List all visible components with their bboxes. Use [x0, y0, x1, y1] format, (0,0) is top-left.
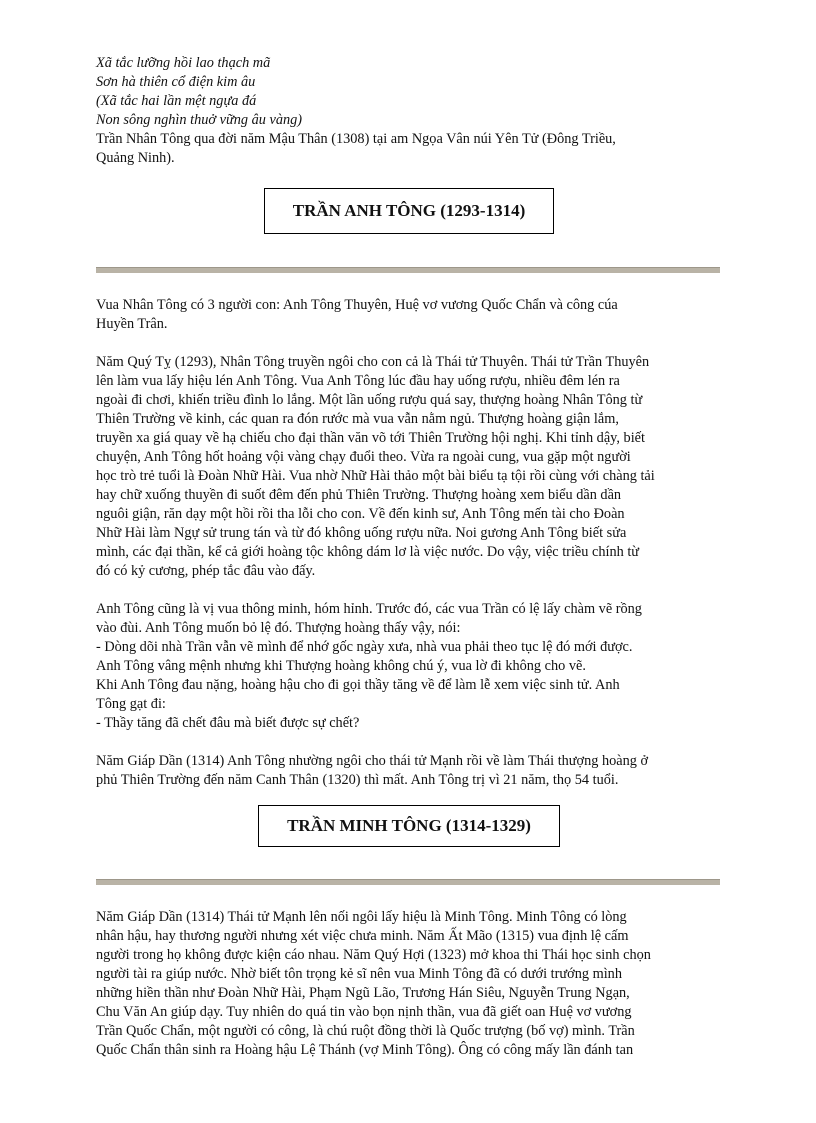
- text-line: Non sông nghìn thuở vững âu vàng): [96, 112, 303, 128]
- intro-paragraph: [96, 130, 720, 187]
- paragraph: [96, 353, 720, 581]
- text-line: ngoài đi chơi, khiến triều đình lo lắng. Một lần uống rượu quá say, thượng hoàng Nhân Tông từ: [96, 392, 643, 408]
- text-line: (Xã tắc hai lần mệt ngựa đá: [96, 93, 257, 109]
- text-line: phủ Thiên Trường đến năm Canh Thân (1320) thì mất. Anh Tông trị vì 21 năm, thọ 54 tuổi.: [96, 772, 619, 788]
- section2-body: [96, 908, 720, 1079]
- section-title-tran-anh-tong: TRẦN ANH TÔNG (1293-1314): [264, 188, 554, 234]
- text-line: Năm Giáp Dần (1314) Thái tử Mạnh lên nối ngôi lấy hiệu là Minh Tông. Minh Tông có lòng: [96, 909, 627, 925]
- text-line: Trần Nhân Tông qua đời năm Mậu Thân (1308) tại am Ngọa Vân núi Yên Tử (Đông Triều,: [96, 131, 616, 147]
- text-line: Sơn hà thiên cổ điện kim âu: [96, 74, 256, 90]
- text-line: Tông gạt đi:: [96, 696, 166, 712]
- text-line: Trần Quốc Chẩn, một người có công, là chú ruột đồng thời là Quốc trượng (bố vợ) mình. Trần: [96, 1023, 635, 1039]
- text-line: chuyện, Anh Tông hốt hoảng vội vàng chạy đuổi theo. Vừa ra ngoài cung, vua gặp một người: [96, 449, 631, 465]
- text-line: những hiền thần như Đoàn Nhữ Hài, Phạm Ngũ Lão, Trương Hán Siêu, Nguyễn Trung Ngạn,: [96, 985, 630, 1001]
- section1-body: [96, 296, 720, 809]
- text-line: lên làm vua lấy hiệu lén Anh Tông. Vua Anh Tông lúc đầu hay uống rượu, nhiều đêm lén ra: [96, 373, 620, 389]
- text-line: người tài ra giúp nước. Nhờ biết tôn trọng kẻ sĩ nên vua Minh Tông đã có dưới trướng mình: [96, 966, 622, 982]
- text-line: truyền xa giá quay về hạ chiếu cho đại thần văn võ tới Thiên Trường hội nghị. Khi tỉnh dậy, biết: [96, 430, 645, 446]
- paragraph: [96, 600, 720, 733]
- paragraph: [96, 908, 720, 1060]
- horizontal-rule: [96, 267, 720, 273]
- text-line: nhân hậu, hay thương người nhưng xét việc chưa minh. Năm Ất Mão (1315) vua định lệ cấm: [96, 928, 629, 944]
- text-line: hay chữ xuống thuyền đi suốt đêm đến phủ Thiên Trường. Thượng hoàng xem biểu dần dần: [96, 487, 622, 503]
- text-line: mình, các đại thần, kể cả giới hoàng tộc không dám lơ là việc nước. Do vậy, việc triều chính từ: [96, 544, 640, 560]
- text-line: vào đùi. Anh Tông muốn bỏ lệ đó. Thượng hoàng thấy vậy, nói:: [96, 620, 461, 636]
- text-line: Quảng Ninh).: [96, 150, 175, 166]
- text-line: Anh Tông vâng mệnh nhưng khi Thượng hoàng không chú ý, vua lờ đi không cho vẽ.: [96, 658, 586, 674]
- text-line: - Thầy tăng đã chết đâu mà biết được sự chết?: [96, 715, 360, 731]
- text-line: nguôi giận, răn dạy một hồi rồi tha lỗi cho con. Về đến kinh sư, Anh Tông mến tài cho Đoàn: [96, 506, 625, 522]
- text-line: Anh Tông cũng là vị vua thông minh, hóm hỉnh. Trước đó, các vua Trần có lệ lấy chàm vẽ rồng: [96, 601, 642, 617]
- paragraph: [96, 296, 720, 334]
- text-line: người trong họ không được kiện cáo nhau. Năm Quý Hợi (1323) mở khoa thi Thái học sinh chọn: [96, 947, 651, 963]
- text-line: Năm Quý Tỵ (1293), Nhân Tông truyền ngôi cho con cả là Thái tử Thuyên. Thái tử Trần Thuyên: [96, 354, 650, 370]
- horizontal-rule: [96, 879, 720, 885]
- text-line: Xã tắc lưỡng hồi lao thạch mã: [96, 55, 271, 71]
- text-line: Vua Nhân Tông có 3 người con: Anh Tông Thuyên, Huệ vơ vương Quốc Chẩn và công cúa: [96, 297, 618, 313]
- section-title-tran-minh-tong: TRẦN MINH TÔNG (1314-1329): [258, 805, 560, 847]
- text-line: Thiên Trường về kinh, các quan ra đón rước mà vua vẫn nằm ngủ. Thượng hoàng giận lắm,: [96, 411, 619, 427]
- text-line: Quốc Chẩn thân sinh ra Hoàng hậu Lệ Thánh (vợ Minh Tông). Ông có công mấy lần đánh tan: [96, 1042, 634, 1058]
- text-line: Khi Anh Tông đau nặng, hoàng hậu cho đi gọi thầy tăng về để làm lễ xem việc sinh tử. Anh: [96, 677, 620, 693]
- text-line: Nhữ Hài làm Ngự sử trung tán và từ đó không uống rượu nữa. Noi gương Anh Tông biết sửa: [96, 525, 627, 541]
- text-line: Huyền Trân.: [96, 316, 168, 332]
- text-line: Chu Văn An giúp dạy. Tuy nhiên do quá tin vào bọn nịnh thần, vua đã giết oan Huệ vơ vương: [96, 1004, 632, 1020]
- text-line: đó có kỷ cương, phép tắc đâu vào đấy.: [96, 563, 316, 579]
- paragraph: [96, 752, 720, 790]
- text-line: - Dòng dõi nhà Trần vẫn vẽ mình để nhớ gốc ngày xưa, nhà vua phải theo tục lệ đó mới được.: [96, 639, 633, 655]
- text-line: Năm Giáp Dần (1314) Anh Tông nhường ngôi cho thái tử Mạnh rồi về làm Thái thượng hoàng ở: [96, 753, 649, 769]
- poem: [96, 54, 720, 130]
- text-line: học trò trẻ tuổi là Đoàn Nhữ Hài. Vua nhờ Nhữ Hài thảo một bài biểu tạ tội rồi cùng với chàng tải: [96, 468, 655, 484]
